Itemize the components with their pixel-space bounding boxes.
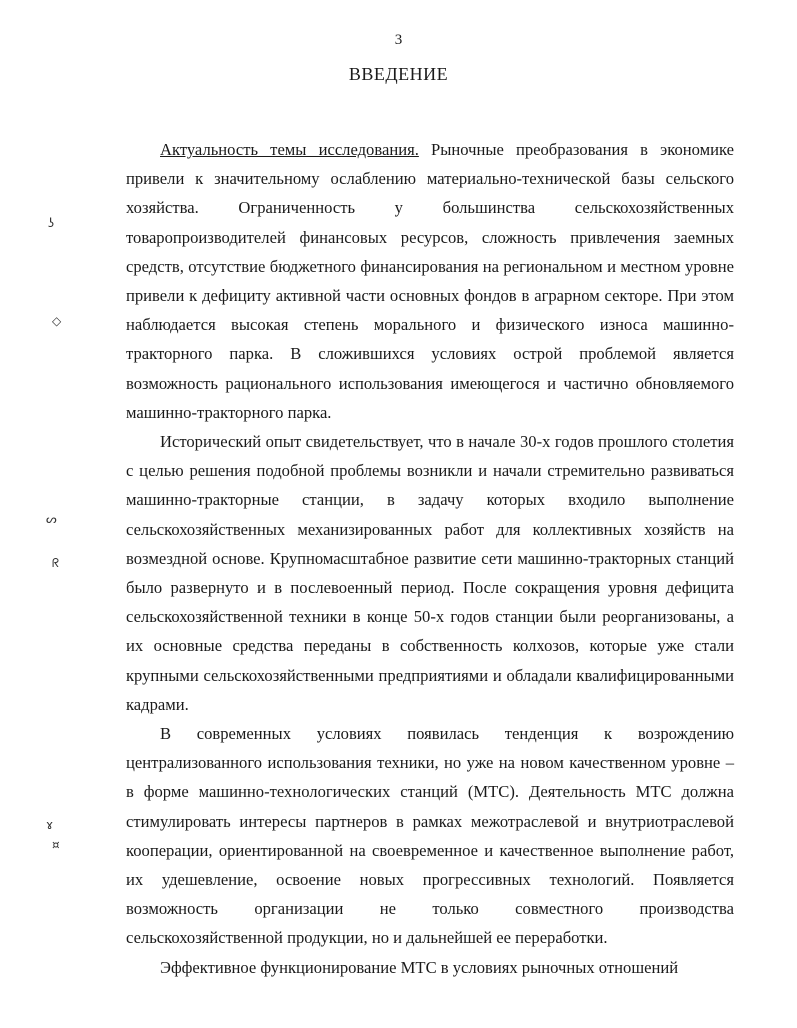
- paragraph-history: Исторический опыт свидетельствует, что в начале 30-х годов прошлого столетия с целью решения подобной проблемы возникли и начали стремительно развиваться машинно-тракторные станции, в задачу которых входило выполнение сельскохозяйственных механизированных работ для коллективных хозяйств на возмездной основе. Крупномасштабное развитие сети машинно-тракторных станций было развернуто и в послевоенный период. После сокращения уровня дефицита сельскохозяйственной техники в конце 50-х годов станции были реорганизованы, а их основные средства переданы в собственность колхозов, которые уже стали крупными сельскохозяйственными предприятиями и обладали квалифицированными кадрами.: [126, 432, 734, 714]
- page-number: 3: [394, 32, 403, 48]
- relevance-heading: Актуальность темы исследования.: [160, 140, 419, 159]
- margin-mark: ʖ: [48, 216, 55, 230]
- paragraph-modern-conditions: В современных условиях появилась тенденция к возрождению централизованного использования техники, но уже на новом качественном уровне – в форме машинно-технологических станций (МТС). Деятельность МТС должна стимулировать интересы партнеров в рамках межотраслевой и внутриотраслевой кооперации, ориентированной на своевременное и качественное выполнение работ, их удешевление, освоение новых прогрессивных технологий. Появляется возможность организации не только совместного производства сельскохозяйственной продукции, но и дальнейшей ее переработки.: [126, 724, 734, 948]
- paragraph-text: Рыночные преобразования в экономике привели к значительному ослаблению материально-технической базы сельского хозяйства. Ограниченность у большинства сельскохозяйственных товаропроизводителей финансовых ресурсов, сложность привлечения заемных средств, отсутствие бюджетного финансирования на региональном и местном уровне привели к дефициту активной части основных фондов в аграрном секторе. При этом наблюдается высокая степень морального и физического износа машинно-тракторного парка. В сложившихся условиях острой проблемой является возможность рационального использования имеющегося и частично обновляемого машинно-тракторного парка.: [126, 140, 734, 422]
- paragraph-relevance: [126, 135, 734, 427]
- body-text: [126, 135, 734, 982]
- margin-mark: ᖇ: [52, 556, 60, 570]
- paragraph-effective-functioning: Эффективное функционирование МТС в условиях рыночных отношений: [160, 957, 679, 977]
- margin-mark: ᔕ: [46, 512, 57, 526]
- margin-mark: ¤: [52, 838, 60, 852]
- margin-mark: ◇: [52, 314, 62, 328]
- page-title: ВВЕДЕНИЕ: [348, 64, 449, 84]
- margin-mark: ɤ: [46, 818, 54, 832]
